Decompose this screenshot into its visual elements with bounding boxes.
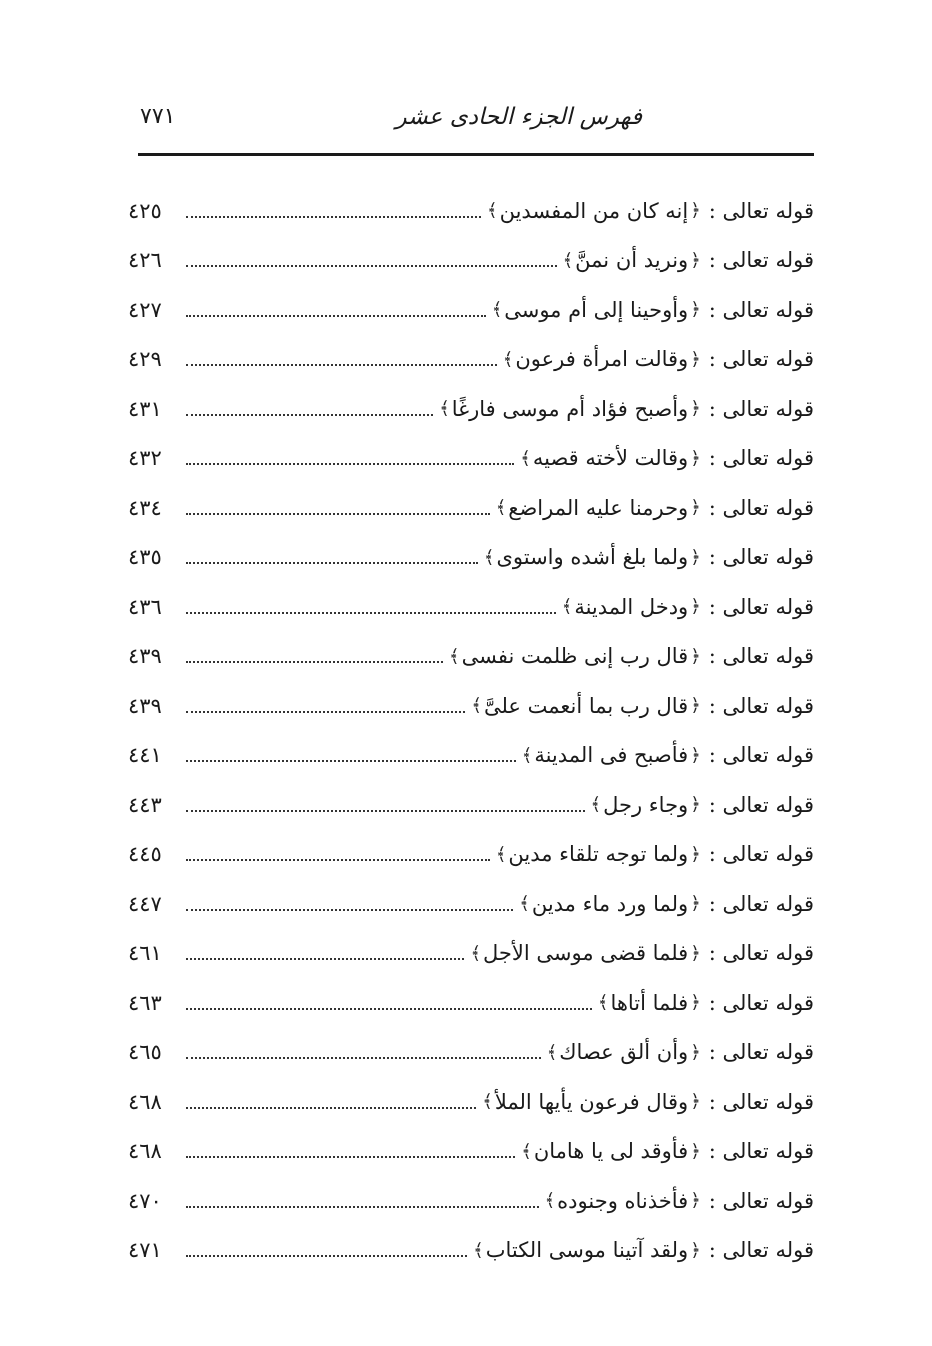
dot-leader bbox=[186, 709, 465, 713]
index-entry bbox=[128, 1077, 814, 1127]
quran-bracket-close: ﴾ bbox=[439, 398, 450, 420]
entry-verse: فأوقد لى يا هامان bbox=[533, 1139, 689, 1164]
entry-page-number: ٤٣٩ bbox=[128, 644, 162, 669]
entry-prefix: قوله تعالى : bbox=[708, 1139, 814, 1164]
index-entry bbox=[128, 384, 814, 434]
entry-page-number: ٤٣٢ bbox=[128, 446, 162, 471]
quran-bracket-close: ﴾ bbox=[590, 794, 602, 816]
entry-prefix: قوله تعالى : bbox=[708, 842, 814, 867]
dot-leader bbox=[186, 758, 516, 762]
entry-page-number: ٤٤٥ bbox=[128, 842, 162, 867]
entry-verse: وقال فرعون يأيها الملأ bbox=[494, 1089, 689, 1114]
quran-bracket-open: ﴿ bbox=[690, 497, 701, 519]
page-title: فهرس الجزء الحادى عشر bbox=[395, 104, 642, 130]
quran-bracket-open: ﴿ bbox=[690, 348, 701, 370]
index-entry bbox=[128, 285, 814, 335]
quran-bracket-open: ﴿ bbox=[690, 1140, 701, 1162]
entry-prefix: قوله تعالى : bbox=[708, 347, 814, 372]
index-entry bbox=[128, 236, 814, 286]
quran-bracket-open: ﴿ bbox=[690, 398, 701, 420]
entry-page-number: ٤٦٨ bbox=[128, 1089, 162, 1114]
entry-verse: ولما بلغ أشده واستوى bbox=[496, 545, 689, 570]
quran-bracket-open: ﴿ bbox=[690, 1091, 701, 1113]
dot-leader bbox=[186, 511, 490, 515]
entry-verse: إنه كان من المفسدين bbox=[499, 198, 689, 223]
entry-page-number: ٤٢٧ bbox=[128, 297, 162, 322]
entry-verse: ولقد آتينا موسى الكتاب bbox=[485, 1238, 689, 1263]
dot-leader bbox=[186, 808, 585, 812]
dot-leader bbox=[186, 1154, 515, 1158]
entry-prefix: قوله تعالى : bbox=[708, 1238, 814, 1263]
quran-bracket-open: ﴿ bbox=[690, 596, 701, 618]
index-entry bbox=[128, 1028, 814, 1078]
index-entry bbox=[128, 582, 814, 632]
dot-leader bbox=[186, 461, 514, 465]
entry-page-number: ٤٤٣ bbox=[128, 792, 162, 817]
entry-page-number: ٤٢٥ bbox=[128, 198, 162, 223]
header-divider bbox=[138, 153, 814, 156]
entry-prefix: قوله تعالى : bbox=[708, 594, 814, 619]
dot-leader bbox=[186, 610, 556, 614]
entry-page-number: ٤٣٤ bbox=[128, 495, 162, 520]
entry-verse: فأخذناه وجنوده bbox=[557, 1188, 689, 1213]
quran-bracket-close: ﴾ bbox=[502, 348, 514, 370]
entry-prefix: قوله تعالى : bbox=[708, 1089, 814, 1114]
quran-bracket-close: ﴾ bbox=[521, 1140, 532, 1162]
entry-prefix: قوله تعالى : bbox=[708, 792, 814, 817]
entry-page-number: ٤٢٩ bbox=[128, 347, 162, 372]
entry-verse: ونريد أن نمنَّ bbox=[575, 248, 689, 273]
entry-verse: وأوحينا إلى أم موسى bbox=[504, 297, 689, 322]
quran-bracket-open: ﴿ bbox=[690, 299, 701, 321]
index-entry bbox=[128, 186, 814, 236]
quran-bracket-close: ﴾ bbox=[562, 249, 574, 271]
entry-prefix: قوله تعالى : bbox=[708, 248, 814, 273]
dot-leader bbox=[186, 1105, 476, 1109]
quran-bracket-close: ﴾ bbox=[491, 299, 503, 321]
entry-prefix: قوله تعالى : bbox=[708, 446, 814, 471]
page-header bbox=[138, 100, 814, 140]
entry-page-number: ٤٣١ bbox=[128, 396, 162, 421]
index-entry bbox=[128, 632, 814, 682]
quran-bracket-close: ﴾ bbox=[597, 992, 609, 1014]
quran-bracket-open: ﴿ bbox=[690, 249, 701, 271]
entry-page-number: ٤٢٦ bbox=[128, 248, 162, 273]
quran-bracket-open: ﴿ bbox=[690, 645, 701, 667]
dot-leader bbox=[186, 560, 478, 564]
entry-verse: ودخل المدينة bbox=[574, 594, 689, 619]
dot-leader bbox=[186, 412, 433, 416]
quran-bracket-open: ﴿ bbox=[690, 200, 701, 222]
dot-leader bbox=[186, 956, 464, 960]
entry-verse: وأصبح فؤاد أم موسى فارغًا bbox=[451, 396, 689, 421]
dot-leader bbox=[186, 1204, 539, 1208]
quran-bracket-open: ﴿ bbox=[690, 893, 701, 915]
entry-page-number: ٤٦٣ bbox=[128, 990, 162, 1015]
entry-prefix: قوله تعالى : bbox=[708, 941, 814, 966]
dot-leader bbox=[186, 907, 513, 911]
index-entry bbox=[128, 1226, 814, 1276]
index-entry bbox=[128, 1176, 814, 1226]
quran-bracket-close: ﴾ bbox=[519, 893, 530, 915]
entry-verse: قال رب بما أنعمت علىَّ bbox=[483, 693, 689, 718]
entry-verse: ولما توجه تلقاء مدين bbox=[508, 842, 689, 867]
quran-bracket-open: ﴿ bbox=[690, 546, 701, 568]
entry-prefix: قوله تعالى : bbox=[708, 545, 814, 570]
entry-prefix: قوله تعالى : bbox=[708, 1040, 814, 1065]
quran-bracket-open: ﴿ bbox=[690, 744, 701, 766]
index-entry bbox=[128, 1127, 814, 1177]
dot-leader bbox=[186, 1253, 467, 1257]
index-entry bbox=[128, 681, 814, 731]
dot-leader bbox=[186, 263, 557, 267]
index-entry bbox=[128, 731, 814, 781]
index-list bbox=[128, 186, 814, 1275]
quran-bracket-close: ﴾ bbox=[546, 1041, 558, 1063]
entry-verse: ولما ورد ماء مدين bbox=[531, 891, 689, 916]
index-entry bbox=[128, 483, 814, 533]
quran-bracket-open: ﴿ bbox=[690, 695, 701, 717]
quran-bracket-open: ﴿ bbox=[690, 1239, 701, 1261]
quran-bracket-close: ﴾ bbox=[520, 447, 531, 469]
quran-bracket-open: ﴿ bbox=[690, 843, 701, 865]
quran-bracket-close: ﴾ bbox=[471, 695, 482, 717]
entry-verse: وأن ألق عصاك bbox=[559, 1040, 689, 1065]
quran-bracket-close: ﴾ bbox=[544, 1190, 556, 1212]
index-entry bbox=[128, 533, 814, 583]
quran-bracket-close: ﴾ bbox=[483, 546, 495, 568]
entry-verse: وقالت امرأة فرعون bbox=[515, 347, 689, 372]
entry-verse: فلما قضى موسى الأجل bbox=[483, 941, 689, 966]
entry-page-number: ٤٦١ bbox=[128, 941, 162, 966]
entry-page-number: ٤٧١ bbox=[128, 1238, 162, 1263]
quran-bracket-close: ﴾ bbox=[495, 843, 507, 865]
entry-prefix: قوله تعالى : bbox=[708, 1188, 814, 1213]
entry-prefix: قوله تعالى : bbox=[708, 297, 814, 322]
entry-prefix: قوله تعالى : bbox=[708, 743, 814, 768]
entry-prefix: قوله تعالى : bbox=[708, 693, 814, 718]
index-entry bbox=[128, 978, 814, 1028]
quran-bracket-open: ﴿ bbox=[690, 794, 701, 816]
quran-bracket-open: ﴿ bbox=[690, 992, 701, 1014]
quran-bracket-close: ﴾ bbox=[482, 1091, 493, 1113]
quran-bracket-open: ﴿ bbox=[690, 942, 701, 964]
index-entry bbox=[128, 830, 814, 880]
entry-page-number: ٤٧٠ bbox=[128, 1188, 162, 1213]
index-entry bbox=[128, 780, 814, 830]
dot-leader bbox=[186, 313, 486, 317]
dot-leader bbox=[186, 362, 497, 366]
quran-bracket-close: ﴾ bbox=[495, 497, 507, 519]
entry-prefix: قوله تعالى : bbox=[708, 396, 814, 421]
quran-bracket-close: ﴾ bbox=[470, 942, 481, 964]
quran-bracket-open: ﴿ bbox=[690, 1041, 701, 1063]
entry-verse: فأصبح فى المدينة bbox=[534, 743, 689, 768]
dot-leader bbox=[186, 214, 481, 218]
entry-prefix: قوله تعالى : bbox=[708, 198, 814, 223]
entry-page-number: ٤٣٥ bbox=[128, 545, 162, 570]
entry-prefix: قوله تعالى : bbox=[708, 990, 814, 1015]
quran-bracket-close: ﴾ bbox=[449, 645, 460, 667]
quran-bracket-close: ﴾ bbox=[521, 744, 533, 766]
entry-page-number: ٤٤١ bbox=[128, 743, 162, 768]
entry-verse: فلما أتاها bbox=[610, 990, 689, 1015]
entry-prefix: قوله تعالى : bbox=[708, 495, 814, 520]
index-entry bbox=[128, 879, 814, 929]
index-entry bbox=[128, 434, 814, 484]
entry-page-number: ٤٣٦ bbox=[128, 594, 162, 619]
dot-leader bbox=[186, 1055, 541, 1059]
entry-verse: وقالت لأخته قصيه bbox=[532, 446, 689, 471]
quran-bracket-close: ﴾ bbox=[473, 1239, 484, 1261]
entry-page-number: ٤٤٧ bbox=[128, 891, 162, 916]
entry-verse: وجاء رجل bbox=[603, 792, 689, 817]
quran-bracket-open: ﴿ bbox=[690, 447, 701, 469]
dot-leader bbox=[186, 659, 443, 663]
quran-bracket-open: ﴿ bbox=[690, 1190, 701, 1212]
entry-page-number: ٤٦٥ bbox=[128, 1040, 162, 1065]
dot-leader bbox=[186, 857, 490, 861]
entry-prefix: قوله تعالى : bbox=[708, 644, 814, 669]
entry-page-number: ٤٦٨ bbox=[128, 1139, 162, 1164]
index-entry bbox=[128, 929, 814, 979]
entry-verse: قال رب إنى ظلمت نفسى bbox=[461, 644, 689, 669]
index-entry bbox=[128, 335, 814, 385]
dot-leader bbox=[186, 1006, 592, 1010]
quran-bracket-close: ﴾ bbox=[487, 200, 498, 222]
page-number: ٧٧١ bbox=[140, 104, 176, 129]
quran-bracket-close: ﴾ bbox=[561, 596, 573, 618]
entry-page-number: ٤٣٩ bbox=[128, 693, 162, 718]
entry-prefix: قوله تعالى : bbox=[708, 891, 814, 916]
entry-verse: وحرمنا عليه المراضع bbox=[508, 495, 689, 520]
